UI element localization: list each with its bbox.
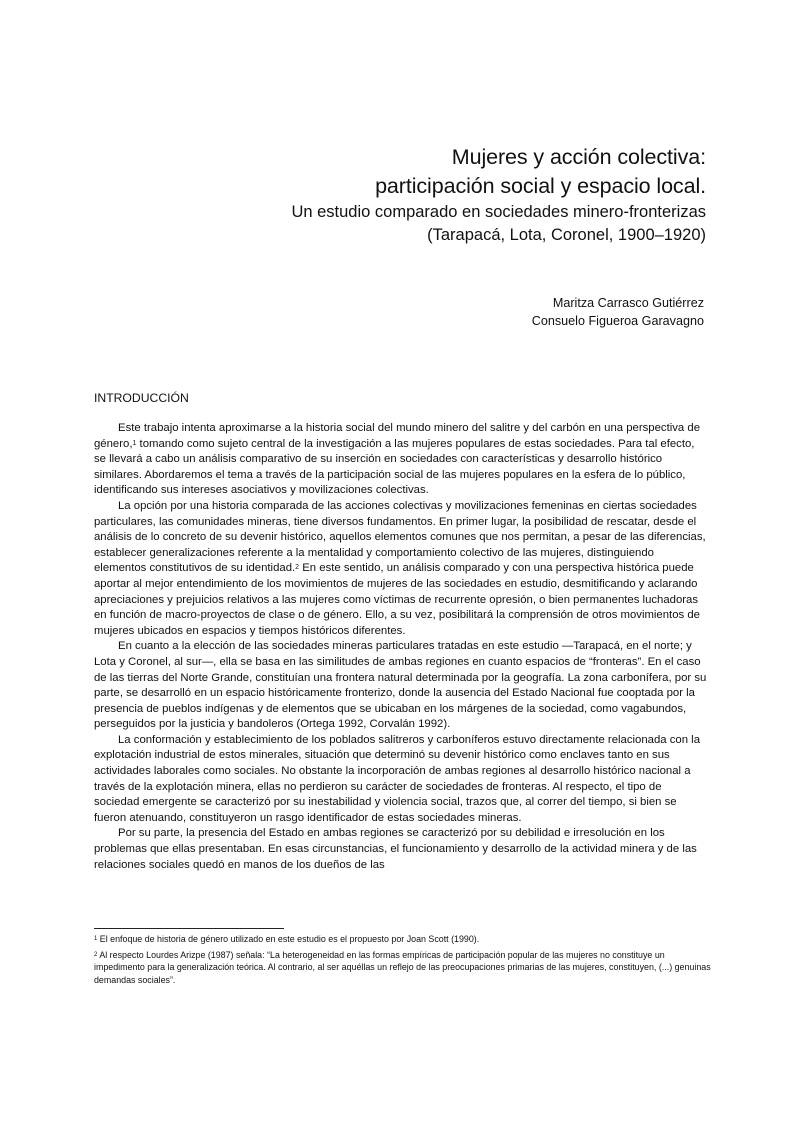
author-2: Consuelo Figueroa Garavagno <box>531 314 704 328</box>
subtitle-line-2: (Tarapacá, Lota, Coronel, 1900–1920) <box>427 226 706 244</box>
footnote-2: $^2$ Al respecto Lourdes Arizpe (1987) señala: “La heterogeneidad en las formas empíricas de participación popular de las mujeres no constituye un impedimento para la generalización teórica. Al contrario, al ser aquéllas un reflejo de las preocupaciones primarias de las mujeres, constituyen, (...) genuinas demandas sociales”. <box>94 949 711 985</box>
footnote-ref-1[interactable]: 1 <box>132 439 137 447</box>
footnote-ref-2[interactable]: 2 <box>295 564 300 572</box>
footnote-1: $^1$ El enfoque de historia de género utilizado en este estudio es el propuesto por Joan Scott (1990). <box>94 934 480 944</box>
paragraph-1: Este trabajo intenta aproximarse a la historia social del mundo minero del salitre y del carbón en una perspectiva de género,$^1$ tomando como sujeto central de la investigación a las mujeres populares de estas sociedades. Para tal efecto, se llevará a cabo un análisis comparativo de su inserción en sociedades con características y desarrollo histórico similares. Abordaremos el tema a través de la participación social de las mujeres populares en la esfera de lo público, identificando sus intereses asociativos y movilizaciones colectivas. <box>94 422 701 497</box>
body-text <box>94 421 708 873</box>
title-line-2: participación social y espacio local. <box>375 174 706 198</box>
subtitle-line-1: Un estudio comparado en sociedades minero-fronterizas <box>291 203 706 221</box>
footnote-divider <box>94 928 284 929</box>
paragraph-4: La conformación y establecimiento de los poblados salitreros y carboníferos estuvo directamente relacionada con la explotación industrial de estos minerales, situación que determinó su devenir histórico como enclaves tanto en sus actividades laborales como sociales. No obstante la incorporación de ambas regiones al desarrollo histórico nacional a través de la explotación minera, ellas no perdieron su carácter de sociedades de fronteras. Al respecto, el tipo de sociedad emergente se caracterizó por su inestabilidad y violencia social, trazos que, al correr del tiempo, si bien se fueron atenuando, constituyeron un rasgo identificador de estas sociedades mineras. <box>94 733 701 824</box>
paragraph-5: Por su parte, la presencia del Estado en ambas regiones se caracterizó por su debilidad e irresolución en los problemas que ellas presentaban. En esas circunstancias, el funcionamiento y desarrollo de la actividad minera y de las relaciones sociales quedó en manos de los dueños de las <box>94 827 697 871</box>
paragraph-2: La opción por una historia comparada de las acciones colectivas y movilizaciones femeninas en ciertas sociedades particulares, las comunidades mineras, tiene diversos fundamentos. En primer lugar, la posibilidad de rescatar, desde el análisis de lo concreto de su devenir histórico, aquellos elementos comunes que nos permitan, a pesar de las diferencias, establecer generalizaciones referente a la mentalidad y comportamiento colectivo de las mujeres, distinguiendo elementos constitutivos de su identidad.$^2$ En este sentido, un análisis comparado y con una perspectiva histórica puede aportar al mejor entendimiento de los movimientos de mujeres de las sociedades en estudio, desmitificando y aclarando apreciaciones y prejuicios relativos a las mujeres como víctimas de recurrente opresión, o bien permanentes luchadoras en función de macro-proyectos de clase o de género. Ello, a su vez, posibilitará la comprensión de otros movimientos de mujeres ubicados en espacios y tiempos históricos diferentes. <box>94 499 706 637</box>
title-block <box>291 143 706 247</box>
authors <box>532 294 704 330</box>
paragraph-3: En cuanto a la elección de las sociedades mineras particulares tratadas en este estudio —Tarapacá, en el norte; y Lota y Coronel, al sur—, ella se basa en las similitudes de ambas regiones en cuanto espacios de “fronteras”. En el caso de las tierras del Norte Grande, constituían una frontera natural determinada por la geografía. La zona carbonífera, por su parte, se desarrolló en un espacio históricamente fronterizo, donde la ausencia del Estado Nacional fue cooptada por la presencia de pueblos indígenas y de elementos que se ubicaban en los márgenes de la sociedad, como vagabundos, perseguidos por la justicia y bandoleros (Ortega 1992, Corvalán 1992). <box>94 640 707 731</box>
footnotes <box>94 933 714 989</box>
title-line-1: Mujeres y acción colectiva: <box>451 145 706 169</box>
section-heading: INTRODUCCIÓN <box>94 391 189 405</box>
author-1: Maritza Carrasco Gutiérrez <box>552 296 704 310</box>
